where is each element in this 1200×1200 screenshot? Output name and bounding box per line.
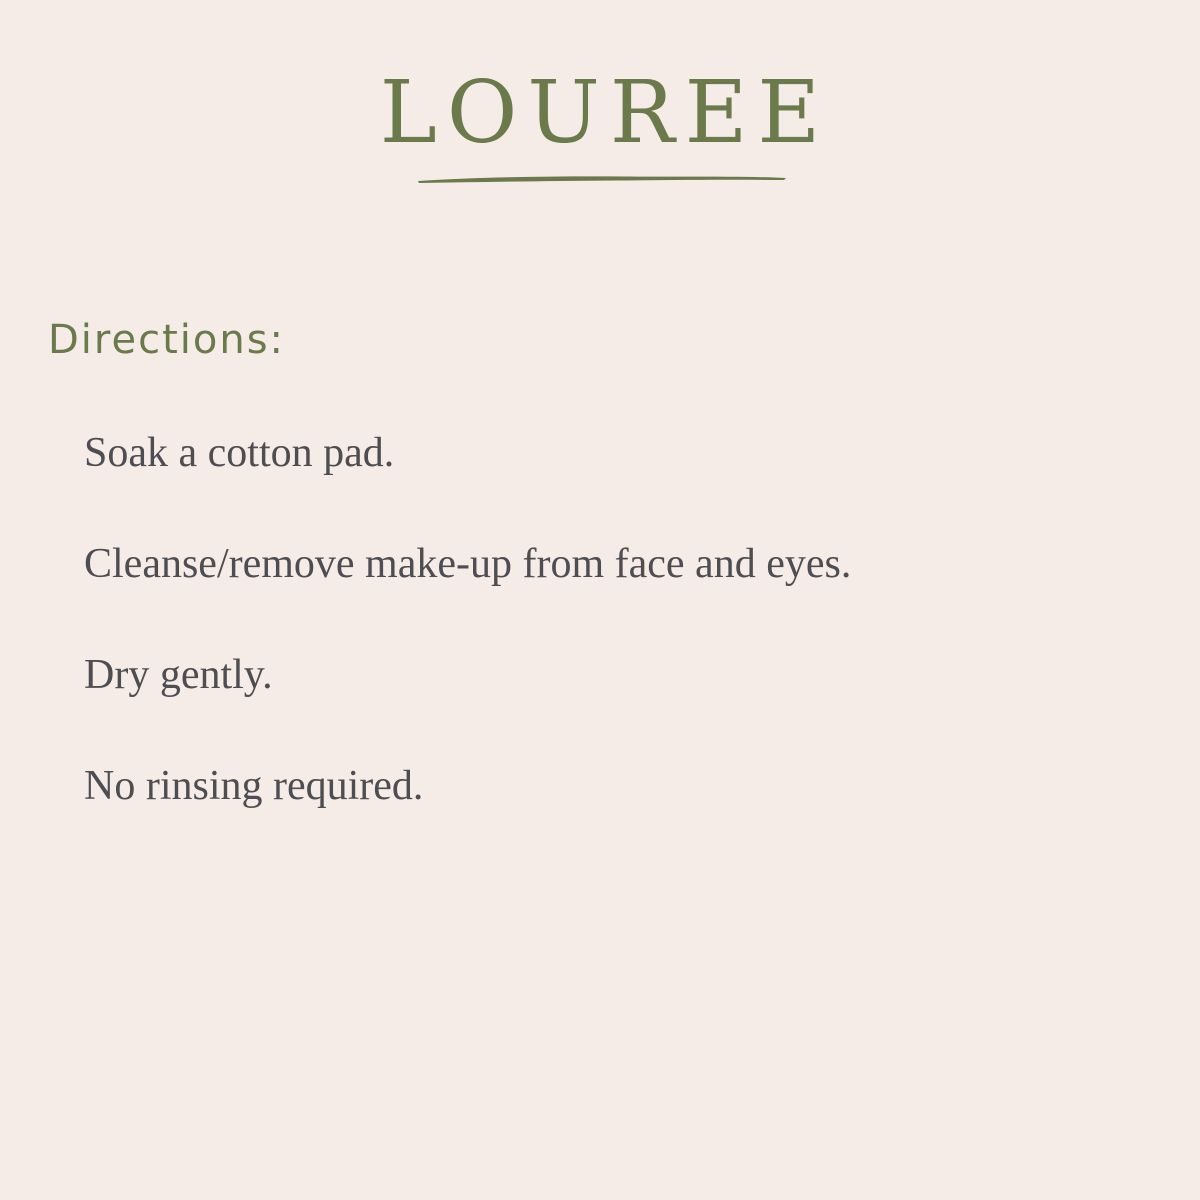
directions-heading: Directions: — [48, 317, 286, 363]
brand-header — [0, 0, 1200, 200]
direction-step: Soak a cotton pad. — [84, 430, 395, 476]
brand-logo-text: LOUREE — [379, 63, 831, 163]
direction-step: Cleanse/remove make-up from face and eyes. — [84, 541, 852, 587]
brand-underline-stroke — [416, 172, 788, 186]
directions-list — [84, 420, 851, 864]
direction-step: No rinsing required. — [84, 763, 424, 809]
direction-step: Dry gently. — [84, 652, 273, 698]
